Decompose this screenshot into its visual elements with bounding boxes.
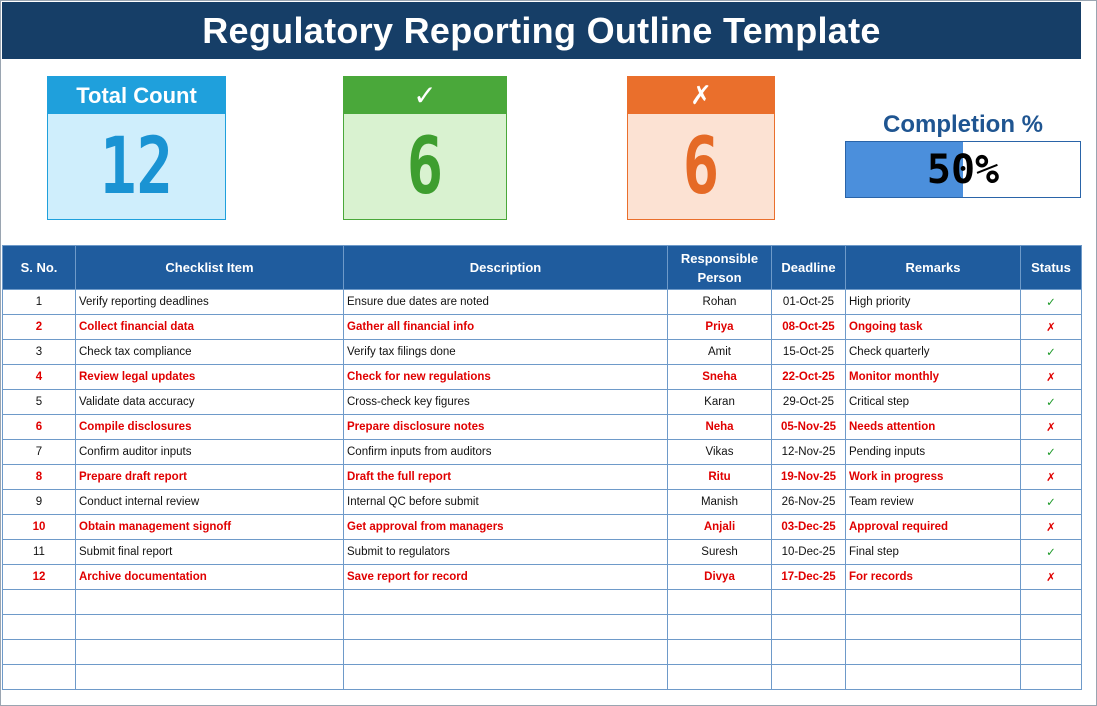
- cross-icon: ✗: [628, 77, 774, 114]
- cell-description[interactable]: Check for new regulations: [344, 365, 668, 390]
- cell-description[interactable]: Submit to regulators: [344, 540, 668, 565]
- cell-checklist-item[interactable]: Conduct internal review: [76, 490, 344, 515]
- cell-checklist-item[interactable]: Obtain management signoff: [76, 515, 344, 540]
- cell-sno[interactable]: 12: [3, 565, 76, 590]
- completion-value: 50%: [926, 146, 1000, 193]
- cell-description[interactable]: Confirm inputs from auditors: [344, 440, 668, 465]
- cell-sno[interactable]: 8: [3, 465, 76, 490]
- col-header-checklist-item[interactable]: Checklist Item: [76, 246, 344, 290]
- empty-table-row: [3, 590, 1082, 615]
- pending-count-card: [627, 76, 775, 220]
- table-row: [3, 415, 1082, 440]
- status-cross-icon[interactable]: ✗: [1021, 565, 1082, 590]
- status-cross-icon[interactable]: ✗: [1021, 515, 1082, 540]
- table-row: [3, 490, 1082, 515]
- empty-table-row: [3, 665, 1082, 690]
- empty-table-row: [3, 640, 1082, 665]
- cell-remarks[interactable]: Final step: [846, 540, 1021, 565]
- table-header-row: [3, 246, 1082, 290]
- cell-responsible-person[interactable]: Sneha: [668, 365, 772, 390]
- empty-cell[interactable]: [76, 665, 344, 690]
- cell-deadline[interactable]: 22-Oct-25: [772, 365, 846, 390]
- cell-responsible-person[interactable]: Neha: [668, 415, 772, 440]
- empty-cell[interactable]: [3, 640, 76, 665]
- total-count-label: Total Count: [48, 77, 225, 114]
- cell-responsible-person[interactable]: Suresh: [668, 540, 772, 565]
- completed-count-value: 6: [406, 121, 444, 212]
- status-check-icon[interactable]: ✓: [1021, 390, 1082, 415]
- col-header-remarks[interactable]: Remarks: [846, 246, 1021, 290]
- cell-description[interactable]: Internal QC before submit: [344, 490, 668, 515]
- status-check-icon[interactable]: ✓: [1021, 540, 1082, 565]
- status-cross-icon[interactable]: ✗: [1021, 315, 1082, 340]
- cell-remarks[interactable]: Monitor monthly: [846, 365, 1021, 390]
- empty-cell[interactable]: [846, 590, 1021, 615]
- total-count-value: 12: [99, 121, 174, 212]
- empty-cell[interactable]: [3, 615, 76, 640]
- checkmark-icon: ✓: [344, 77, 506, 114]
- page-title: Regulatory Reporting Outline Template: [2, 2, 1081, 59]
- cell-responsible-person[interactable]: Priya: [668, 315, 772, 340]
- cell-description[interactable]: Draft the full report: [344, 465, 668, 490]
- cell-description[interactable]: Ensure due dates are noted: [344, 290, 668, 315]
- cell-deadline[interactable]: 03-Dec-25: [772, 515, 846, 540]
- cell-remarks[interactable]: Approval required: [846, 515, 1021, 540]
- cell-deadline[interactable]: 26-Nov-25: [772, 490, 846, 515]
- empty-cell[interactable]: [1021, 640, 1082, 665]
- cell-description[interactable]: Gather all financial info: [344, 315, 668, 340]
- cell-remarks[interactable]: Critical step: [846, 390, 1021, 415]
- empty-cell[interactable]: [344, 640, 668, 665]
- cell-remarks[interactable]: Check quarterly: [846, 340, 1021, 365]
- table-row: [3, 290, 1082, 315]
- cell-sno[interactable]: 3: [3, 340, 76, 365]
- cell-responsible-person[interactable]: Amit: [668, 340, 772, 365]
- table-row: [3, 515, 1082, 540]
- empty-cell[interactable]: [1021, 590, 1082, 615]
- cell-remarks[interactable]: For records: [846, 565, 1021, 590]
- total-count-card: [47, 76, 226, 220]
- completion-progress-bar: [845, 141, 1081, 198]
- completion-label: Completion %: [883, 111, 1043, 138]
- status-cross-icon[interactable]: ✗: [1021, 365, 1082, 390]
- status-cross-icon[interactable]: ✗: [1021, 415, 1082, 440]
- empty-cell[interactable]: [846, 665, 1021, 690]
- col-header-responsible-person[interactable]: Responsible Person: [668, 246, 772, 290]
- status-cross-icon[interactable]: ✗: [1021, 465, 1082, 490]
- table-row: [3, 440, 1082, 465]
- cell-checklist-item[interactable]: Verify reporting deadlines: [76, 290, 344, 315]
- empty-cell[interactable]: [1021, 615, 1082, 640]
- table-row: [3, 390, 1082, 415]
- cell-deadline[interactable]: 10-Dec-25: [772, 540, 846, 565]
- cell-remarks[interactable]: Needs attention: [846, 415, 1021, 440]
- cell-checklist-item[interactable]: Archive documentation: [76, 565, 344, 590]
- cell-sno[interactable]: 10: [3, 515, 76, 540]
- status-check-icon[interactable]: ✓: [1021, 340, 1082, 365]
- cell-sno[interactable]: 7: [3, 440, 76, 465]
- table-row: [3, 365, 1082, 390]
- table-row: [3, 540, 1082, 565]
- empty-cell[interactable]: [668, 590, 772, 615]
- table-row: [3, 340, 1082, 365]
- cell-checklist-item[interactable]: Compile disclosures: [76, 415, 344, 440]
- empty-cell[interactable]: [344, 590, 668, 615]
- cell-sno[interactable]: 4: [3, 365, 76, 390]
- cell-deadline[interactable]: 29-Oct-25: [772, 390, 846, 415]
- cell-deadline[interactable]: 01-Oct-25: [772, 290, 846, 315]
- cell-description[interactable]: Verify tax filings done: [344, 340, 668, 365]
- empty-cell[interactable]: [344, 665, 668, 690]
- cell-responsible-person[interactable]: Divya: [668, 565, 772, 590]
- cell-checklist-item[interactable]: Collect financial data: [76, 315, 344, 340]
- empty-cell[interactable]: [668, 665, 772, 690]
- cell-description[interactable]: Cross-check key figures: [344, 390, 668, 415]
- empty-cell[interactable]: [846, 640, 1021, 665]
- cell-responsible-person[interactable]: Ritu: [668, 465, 772, 490]
- cell-responsible-person[interactable]: Anjali: [668, 515, 772, 540]
- empty-cell[interactable]: [3, 665, 76, 690]
- cell-checklist-item[interactable]: Submit final report: [76, 540, 344, 565]
- pending-count-value: 6: [682, 121, 720, 212]
- empty-cell[interactable]: [772, 590, 846, 615]
- cell-remarks[interactable]: Ongoing task: [846, 315, 1021, 340]
- table-row: [3, 565, 1082, 590]
- status-check-icon[interactable]: ✓: [1021, 490, 1082, 515]
- cell-deadline[interactable]: 17-Dec-25: [772, 565, 846, 590]
- cell-remarks[interactable]: Pending inputs: [846, 440, 1021, 465]
- checklist-table: [2, 245, 1082, 690]
- cell-deadline[interactable]: 08-Oct-25: [772, 315, 846, 340]
- empty-cell[interactable]: [76, 615, 344, 640]
- empty-cell[interactable]: [1021, 665, 1082, 690]
- empty-cell[interactable]: [76, 640, 344, 665]
- cell-responsible-person[interactable]: Rohan: [668, 290, 772, 315]
- empty-cell[interactable]: [846, 615, 1021, 640]
- cell-responsible-person[interactable]: Vikas: [668, 440, 772, 465]
- status-check-icon[interactable]: ✓: [1021, 440, 1082, 465]
- cell-deadline[interactable]: 15-Oct-25: [772, 340, 846, 365]
- col-header-status[interactable]: Status: [1021, 246, 1082, 290]
- cell-checklist-item[interactable]: Prepare draft report: [76, 465, 344, 490]
- cell-sno[interactable]: 2: [3, 315, 76, 340]
- col-header-deadline[interactable]: Deadline: [772, 246, 846, 290]
- cell-sno[interactable]: 1: [3, 290, 76, 315]
- cell-checklist-item[interactable]: Validate data accuracy: [76, 390, 344, 415]
- empty-cell[interactable]: [772, 665, 846, 690]
- cell-sno[interactable]: 5: [3, 390, 76, 415]
- empty-cell[interactable]: [668, 640, 772, 665]
- cell-deadline[interactable]: 12-Nov-25: [772, 440, 846, 465]
- col-header-description[interactable]: Description: [344, 246, 668, 290]
- empty-cell[interactable]: [344, 615, 668, 640]
- cell-remarks[interactable]: High priority: [846, 290, 1021, 315]
- completed-count-card: [343, 76, 507, 220]
- cell-sno[interactable]: 9: [3, 490, 76, 515]
- cell-sno[interactable]: 6: [3, 415, 76, 440]
- cell-responsible-person[interactable]: Karan: [668, 390, 772, 415]
- empty-cell[interactable]: [668, 615, 772, 640]
- col-header-sno[interactable]: S. No.: [3, 246, 76, 290]
- cell-description[interactable]: Get approval from managers: [344, 515, 668, 540]
- cell-checklist-item[interactable]: Check tax compliance: [76, 340, 344, 365]
- table-row: [3, 465, 1082, 490]
- cell-checklist-item[interactable]: Review legal updates: [76, 365, 344, 390]
- empty-cell[interactable]: [3, 590, 76, 615]
- empty-table-row: [3, 615, 1082, 640]
- cell-description[interactable]: Save report for record: [344, 565, 668, 590]
- cell-deadline[interactable]: 05-Nov-25: [772, 415, 846, 440]
- cell-deadline[interactable]: 19-Nov-25: [772, 465, 846, 490]
- cell-responsible-person[interactable]: Manish: [668, 490, 772, 515]
- empty-cell[interactable]: [772, 615, 846, 640]
- cell-remarks[interactable]: Work in progress: [846, 465, 1021, 490]
- cell-sno[interactable]: 11: [3, 540, 76, 565]
- cell-description[interactable]: Prepare disclosure notes: [344, 415, 668, 440]
- table-row: [3, 315, 1082, 340]
- cell-checklist-item[interactable]: Confirm auditor inputs: [76, 440, 344, 465]
- empty-cell[interactable]: [772, 640, 846, 665]
- empty-cell[interactable]: [76, 590, 344, 615]
- cell-remarks[interactable]: Team review: [846, 490, 1021, 515]
- status-check-icon[interactable]: ✓: [1021, 290, 1082, 315]
